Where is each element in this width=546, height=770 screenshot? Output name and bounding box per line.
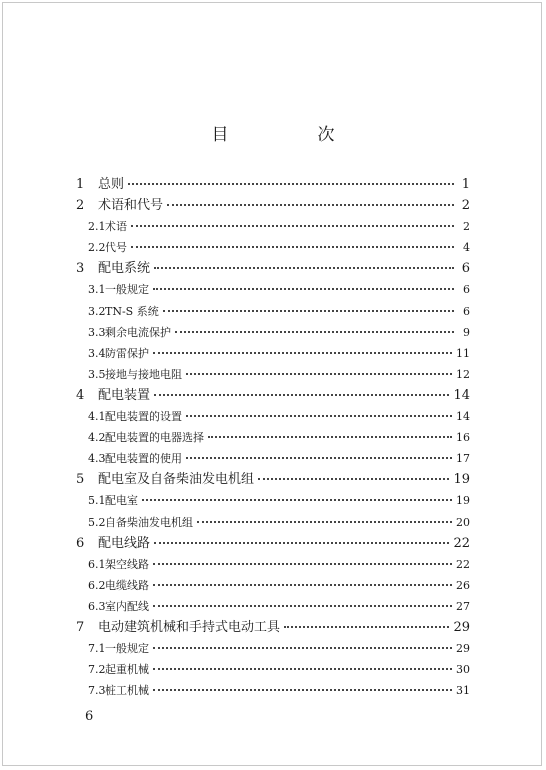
dot-leader <box>153 605 452 607</box>
toc-section-entry <box>76 279 470 300</box>
toc-section-entry <box>76 680 470 701</box>
toc-entry-number: 7.3 <box>88 684 106 698</box>
dot-leader <box>154 394 449 396</box>
toc-entry-page: 29 <box>453 619 470 635</box>
dot-leader <box>167 204 454 206</box>
toc-entry-title: 术语和代号 <box>98 198 164 214</box>
dot-leader <box>258 478 449 480</box>
toc-entry-title: 配电装置的使用 <box>105 452 182 466</box>
toc-entry-title: 配电装置的设置 <box>105 410 182 424</box>
toc-entry-number: 3.3 <box>88 325 106 339</box>
toc-entry-title: 室内配线 <box>105 599 149 613</box>
toc-entry-page: 2 <box>463 220 470 234</box>
toc-entry-number: 5.2 <box>88 515 106 529</box>
dot-leader <box>154 542 449 544</box>
dot-leader <box>197 521 452 523</box>
toc-entry-page: 27 <box>456 599 470 613</box>
toc-entry-page: 16 <box>456 431 470 445</box>
toc-entry-number: 4.2 <box>88 431 106 445</box>
toc-entry-page: 20 <box>456 515 470 529</box>
toc-entry-number: 3 <box>76 261 85 277</box>
toc-section-entry <box>76 364 470 385</box>
toc-entry-number: 6.2 <box>88 578 106 592</box>
toc-section-entry <box>76 512 470 533</box>
toc-entry-page: 2 <box>461 198 470 214</box>
toc-entry-page: 26 <box>456 578 470 592</box>
toc-section-entry <box>76 343 470 364</box>
toc-entry-number: 1 <box>76 177 85 192</box>
dot-leader <box>153 668 452 670</box>
toc-section-entry <box>76 638 470 659</box>
toc-section-entry <box>76 237 470 258</box>
toc-entry-number: 2.1 <box>88 220 106 234</box>
toc-entry-number: 3.1 <box>88 283 106 297</box>
toc-entry-title: 配电装置 <box>98 387 151 403</box>
toc-chapter-entry <box>76 258 470 279</box>
toc-chapter-entry <box>76 469 470 490</box>
toc-entry-page: 11 <box>456 346 470 360</box>
toc-entry-page: 1 <box>461 177 470 192</box>
toc-entry-number: 4.1 <box>88 410 106 424</box>
toc-entry-title: 配电室 <box>105 494 138 508</box>
toc-entry-title: 代号 <box>105 241 127 255</box>
toc-entry-number: 2.2 <box>88 241 106 255</box>
toc-section-entry <box>76 659 470 680</box>
toc-entry-title: 术语 <box>105 220 127 234</box>
dot-leader <box>208 436 452 438</box>
toc-entry-number: 6 <box>76 535 85 551</box>
toc-section-entry <box>76 575 470 596</box>
toc-entry-number: 5.1 <box>88 494 106 508</box>
toc-entry-title: 架空线路 <box>105 557 149 571</box>
dot-leader <box>186 415 452 417</box>
page-number: 6 <box>85 709 94 724</box>
toc-entry-number: 3.4 <box>88 346 106 360</box>
toc-entry-title: 电缆线路 <box>105 578 149 592</box>
toc-entry-number: 5 <box>76 472 85 488</box>
toc-entry-page: 6 <box>463 283 470 297</box>
toc-entry-page: 17 <box>456 452 470 466</box>
dot-leader <box>131 225 454 227</box>
dot-leader <box>153 584 452 586</box>
dot-leader <box>142 499 452 501</box>
dot-leader <box>163 310 454 312</box>
toc-chapter-entry <box>76 195 470 216</box>
toc-entry-page: 19 <box>453 472 470 488</box>
toc-entry-page: 30 <box>456 663 470 677</box>
dot-leader <box>153 352 452 354</box>
toc-entry-page: 6 <box>463 304 470 318</box>
toc-entry-number: 6.1 <box>88 557 106 571</box>
dot-leader <box>153 288 454 290</box>
toc-entry-number: 4.3 <box>88 452 106 466</box>
toc-entry-page: 9 <box>463 325 470 339</box>
toc-section-entry <box>76 406 470 427</box>
dot-leader <box>154 267 454 269</box>
toc-section-entry <box>76 322 470 343</box>
toc-entry-page: 14 <box>453 387 470 403</box>
toc-entry-number: 7.2 <box>88 663 106 677</box>
dot-leader <box>153 563 452 565</box>
toc-entry-number: 4 <box>76 387 85 403</box>
toc-entry-number: 6.3 <box>88 599 106 613</box>
toc-chapter-entry <box>76 533 470 554</box>
toc-entry-page: 19 <box>456 494 470 508</box>
dot-leader <box>128 183 454 185</box>
toc-entry-title: 总则 <box>98 177 125 192</box>
toc-entry-page: 14 <box>456 410 470 424</box>
toc-section-entry <box>76 596 470 617</box>
toc-entry-title: 自备柴油发电机组 <box>105 515 193 529</box>
toc-entry-page: 12 <box>456 367 470 381</box>
toc-entry-title: 一般规定 <box>105 283 149 297</box>
toc-section-entry <box>76 490 470 511</box>
dot-leader <box>153 647 452 649</box>
toc-entry-title: 接地与接地电阻 <box>105 367 182 381</box>
dot-leader <box>186 373 452 375</box>
dot-leader <box>175 331 454 333</box>
toc-entry-number: 2 <box>76 198 85 214</box>
dot-leader <box>153 689 452 691</box>
toc-section-entry <box>76 448 470 469</box>
toc-entry-page: 22 <box>453 535 470 551</box>
toc-entry-number: 3.2 <box>88 304 106 318</box>
toc-chapter-entry <box>76 385 470 406</box>
toc-entry-title: 起重机械 <box>105 663 149 677</box>
toc-entry-page: 4 <box>463 241 470 255</box>
toc-entry-page: 22 <box>456 557 470 571</box>
toc-entry-title: 配电线路 <box>98 535 151 551</box>
dot-leader <box>131 246 454 248</box>
dot-leader <box>186 457 452 459</box>
toc-entry-title: TN-S 系统 <box>105 304 159 318</box>
toc-entry-page: 29 <box>456 642 470 656</box>
toc-entry-page: 31 <box>456 684 470 698</box>
toc-entry-number: 3.5 <box>88 367 106 381</box>
toc-entry-number: 7.1 <box>88 642 106 656</box>
toc-chapter-entry <box>76 617 470 638</box>
toc-entry-title: 防雷保护 <box>105 346 149 360</box>
dot-leader <box>284 626 449 628</box>
toc-entry-title: 配电室及自备柴油发电机组 <box>98 472 255 488</box>
toc-entry-page: 6 <box>461 261 470 277</box>
toc-entry-title: 电动建筑机械和手持式电动工具 <box>98 619 281 635</box>
toc-chapter-entry <box>76 174 470 195</box>
toc-entry-number: 7 <box>76 619 85 635</box>
toc-entry-title: 配电系统 <box>98 261 151 277</box>
page-title: 目 次 <box>211 125 371 145</box>
toc-entry-title: 配电装置的电器选择 <box>105 431 204 445</box>
table-of-contents <box>76 174 470 701</box>
toc-section-entry <box>76 427 470 448</box>
toc-entry-title: 剩余电流保护 <box>105 325 171 339</box>
toc-section-entry <box>76 216 470 237</box>
toc-section-entry <box>76 301 470 322</box>
toc-section-entry <box>76 554 470 575</box>
toc-entry-title: 一般规定 <box>105 642 149 656</box>
toc-entry-title: 桩工机械 <box>105 684 149 698</box>
